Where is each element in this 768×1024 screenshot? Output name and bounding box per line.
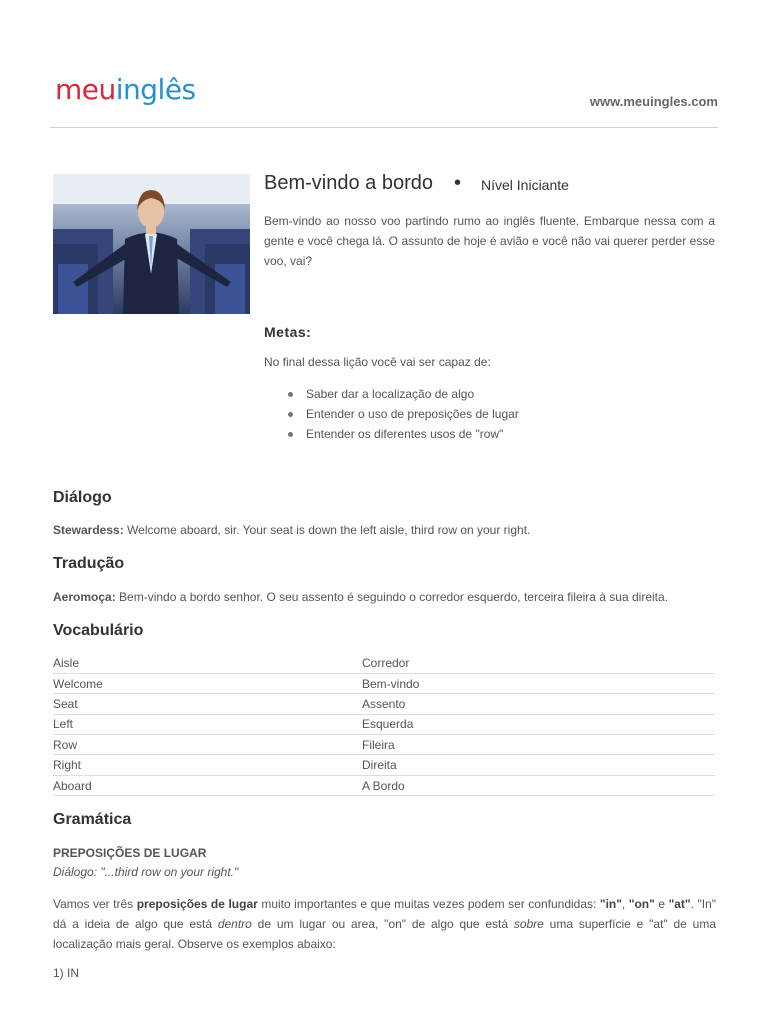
grammar-on: "on" [628,897,655,911]
table-row [53,755,715,775]
dialogo-line [53,520,716,540]
grammar-subtitle: PREPOSIÇÕES DE LUGAR [53,846,207,860]
site-url[interactable]: www.meuingles.com [589,94,718,109]
logo-part-meu: meu [55,73,116,106]
lesson-title-row [264,172,716,200]
traducao-text: Bem-vindo a bordo senhor. O seu assento é seguindo o corredor esquerdo, terceira fileira à sua direita. [115,590,669,604]
grammar-text: de um lugar ou area, "on" de algo que está [251,917,514,931]
grammar-at: "at" [668,897,691,911]
list-item [288,404,519,424]
vocab-pt: Assento [362,694,715,714]
meuingles-logo[interactable] [55,73,196,106]
stewardess-photo [53,174,250,314]
traducao-speaker: Aeromoça: [53,590,116,604]
traducao-line [53,587,716,607]
logo-part-ingles: inglês [115,73,196,106]
dialogo-speaker: Stewardess: [53,523,124,537]
vocab-pt: Corredor [362,653,715,673]
stewardess-illustration [53,174,250,314]
grammar-text: uma superfície e "at" de uma localização mais geral. Observe os exemplos abaixo: [53,917,717,951]
vocab-pt: Direita [362,755,715,775]
vocab-en: Aboard [53,775,362,795]
bullet-icon [288,392,293,397]
metas-heading: Metas: [264,324,312,340]
title-separator: • [454,172,462,194]
vocab-en: Right [53,755,362,775]
page-header [50,0,718,128]
grammar-example: Diálogo: "...third row on your right." [53,865,239,879]
dialogo-text: Welcome aboard, sir. Your seat is down the left aisle, third row on your right. [123,523,531,537]
table-row [53,673,715,693]
metas-list [288,384,519,444]
meta-text: Entender os diferentes usos de "row" [306,427,504,441]
grammar-in: "in" [599,897,622,911]
meta-text: Saber dar a localização de algo [306,387,475,401]
bullet-icon [288,432,293,437]
grammar-text: e [654,897,669,911]
gramatica-heading: Gramática [53,811,132,828]
vocabulary-table [53,653,715,796]
grammar-text: muito importantes e que muitas vezes podem ser confundidas: [257,897,600,911]
table-row [53,694,715,714]
vocab-en: Left [53,714,362,734]
grammar-text: , [621,897,629,911]
grammar-text: . "In" dá a ideia de algo que está [53,897,717,931]
vocab-en: Welcome [53,673,362,693]
vocab-pt: Fileira [362,735,715,755]
grammar-point-1: 1) IN [53,966,80,980]
table-row [53,714,715,734]
grammar-italic: dentro [217,917,252,931]
grammar-paragraph [53,894,716,954]
traducao-heading: Tradução [53,555,125,572]
dialogo-heading: Diálogo [53,489,112,506]
table-row [53,653,715,673]
lesson-level: Nível Iniciante [481,177,569,193]
list-item [288,424,519,444]
vocab-pt: Bem-vindo [362,673,715,693]
metas-intro: No final dessa lição você vai ser capaz de: [264,355,491,369]
bullet-icon [288,412,293,417]
lesson-title: Bem-vindo a bordo [264,172,433,194]
vocab-en: Aisle [53,653,362,673]
meta-text: Entender o uso de preposições de lugar [306,407,519,421]
vocab-en: Row [53,735,362,755]
grammar-italic: sobre [513,917,544,931]
grammar-text: Vamos ver três [53,897,137,911]
lesson-intro: Bem-vindo ao nosso voo partindo rumo ao inglês fluente. Embarque nessa com a gente e você chega lá. O assunto de hoje é avião e você não vai querer perder esse voo, vai? [264,214,715,268]
vocabulario-heading: Vocabulário [53,622,144,639]
table-row [53,735,715,755]
list-item [288,384,519,404]
vocab-pt: Esquerda [362,714,715,734]
grammar-bold: preposições de lugar [136,897,258,911]
vocab-pt: A Bordo [362,775,715,795]
table-row [53,775,715,795]
vocab-en: Seat [53,694,362,714]
